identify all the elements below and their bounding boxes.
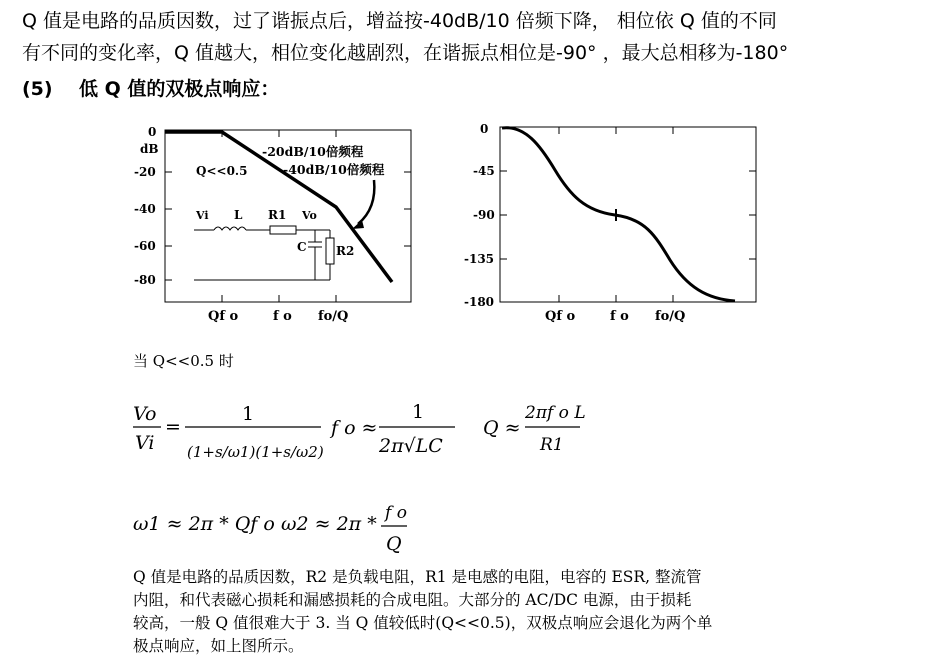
paragraph-line-4: 极点响应，如上图所示。 xyxy=(133,637,304,655)
magnitude-chart xyxy=(130,120,420,335)
phase-ytick-180: -180 xyxy=(464,295,495,309)
mag-ytick-40: -40 xyxy=(134,202,156,216)
section-heading xyxy=(22,74,279,101)
circuit-r2: R2 xyxy=(336,244,355,258)
annot-arrow-line xyxy=(358,180,374,224)
phase-xtick-fo: f o xyxy=(610,309,629,324)
omega1-formula: ω1 ≈ 2π * Qf o xyxy=(133,513,275,535)
formula-row-1 xyxy=(133,400,593,470)
condition-label: 当 Q<<0.5 时 xyxy=(133,352,234,370)
circuit-vo: Vo xyxy=(302,209,317,222)
tf-equals: = xyxy=(165,416,181,438)
mag-xtick-fo: f o xyxy=(273,309,292,324)
mag-y-unit: dB xyxy=(140,142,159,156)
phase-curve xyxy=(502,128,735,301)
omega2-denominator: Q xyxy=(386,533,402,555)
phase-ytick-135: -135 xyxy=(464,252,495,266)
tf-one: 1 xyxy=(242,403,255,425)
paragraph-line-3: 较高，一般 Q 值很难大于 3. 当 Q 值较低时(Q<<0.5)，双极点响应会退化为两个单 xyxy=(133,614,713,632)
phase-ytick-0: 0 xyxy=(480,122,489,136)
formula-row-2 xyxy=(133,500,453,560)
heading-text: 低 Q 值的双极点响应： xyxy=(79,78,280,100)
phase-xtick-foq: fo/Q xyxy=(655,309,686,324)
omega2-formula: ω2 ≈ 2π * xyxy=(281,513,377,535)
tf-numerator: Vo xyxy=(133,403,157,425)
q-lhs: Q ≈ xyxy=(483,417,521,439)
intro-line-1: Q 值是电路的品质因数，过了谐振点后，增益按-40dB/10 倍频下降， 相位依 Q 值的不同 xyxy=(22,10,777,32)
paragraph-line-2: 内阻，和代表磁心损耗和漏感损耗的合成电阻。大部分的 AC/DC 电源，由于损耗 xyxy=(133,591,692,609)
fo-numerator: 1 xyxy=(412,401,425,423)
circuit-vi: Vi xyxy=(196,209,209,222)
intro-line-2: 有不同的变化率，Q 值越大，相位变化越剧烈，在谐振点相位是-90° ，最大总相移为-180° xyxy=(22,42,789,64)
formula-svg-1 xyxy=(133,400,593,470)
mag-ytick-60: -60 xyxy=(134,239,156,253)
circuit-r1: R1 xyxy=(268,208,287,222)
circuit-c: C xyxy=(297,240,307,254)
mag-ytick-0: 0 xyxy=(148,125,157,139)
phase-frame xyxy=(500,127,756,302)
formula-svg-2 xyxy=(133,500,453,560)
phase-xtick-qfo: Qf o xyxy=(545,309,576,324)
mag-xtick-foq: fo/Q xyxy=(318,309,349,324)
q-numerator: 2πf o L xyxy=(525,403,586,423)
omega2-numerator: f o xyxy=(385,503,407,523)
circuit-l: L xyxy=(234,208,243,222)
heading-number: (5) xyxy=(22,78,53,100)
q-denominator: R1 xyxy=(540,435,564,455)
tf-denominator-expr: (1+s/ω1)(1+s/ω2) xyxy=(187,443,324,461)
mag-ytick-20: -20 xyxy=(134,165,156,179)
mag-ytick-80: -80 xyxy=(134,273,156,287)
circuit-diagram xyxy=(194,226,334,280)
phase-chart xyxy=(455,115,775,330)
fo-denominator: 2π√LC xyxy=(379,435,443,457)
phase-ytick-90: -90 xyxy=(473,208,495,222)
paragraph-line-1: Q 值是电路的品质因数，R2 是负载电阻，R1 是电感的电阻，电容的 ESR, 整流管 xyxy=(133,568,702,586)
mag-annot-qcond: Q<<0.5 xyxy=(196,164,248,178)
mag-annot-40db: -40dB/10倍频程 xyxy=(283,162,385,177)
mag-annot-20db: -20dB/10倍频程 xyxy=(262,144,364,159)
annot-arrow-head xyxy=(352,220,364,229)
mag-xtick-qfo: Qf o xyxy=(208,309,239,324)
phase-ytick-45: -45 xyxy=(473,164,495,178)
fo-lhs: f o ≈ xyxy=(331,417,378,439)
tf-denominator: Vi xyxy=(135,432,155,454)
